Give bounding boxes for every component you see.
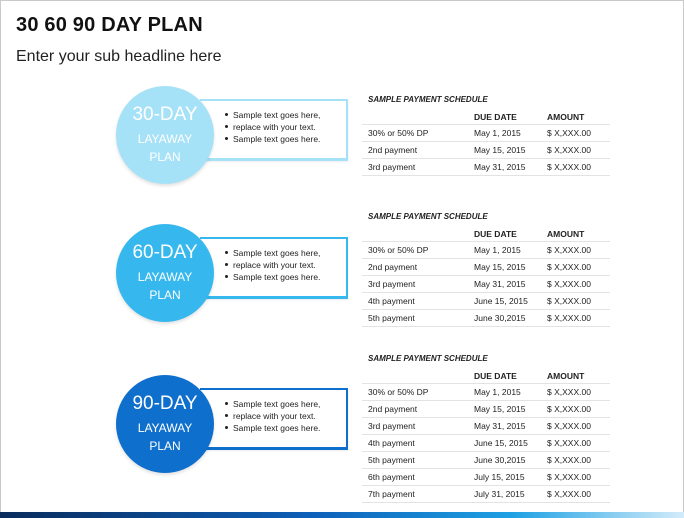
due-date: May 31, 2015: [474, 276, 547, 293]
plan-60-day: [116, 224, 351, 324]
due-date: July 31, 2015: [474, 486, 547, 503]
plan-60-circle: [116, 224, 214, 322]
plan-30-circle: [116, 86, 214, 184]
bottom-accent-band: [0, 512, 684, 518]
table-row: [362, 142, 610, 159]
due-date: June 15, 2015: [474, 293, 547, 310]
bullet-item: replace with your text.: [225, 410, 320, 422]
bullet-item: Sample text goes here.: [225, 422, 320, 434]
table-row: [362, 276, 610, 293]
amount: $ X,XXX.00: [547, 418, 610, 435]
due-date: June 30,2015: [474, 452, 547, 469]
payment-label: 4th payment: [362, 293, 474, 310]
schedule-heading: SAMPLE PAYMENT SCHEDULE: [368, 95, 488, 104]
table-header-row: [362, 226, 610, 242]
bullet-item: Sample text goes here.: [225, 133, 320, 145]
amount: $ X,XXX.00: [547, 159, 610, 176]
payment-label: 3rd payment: [362, 418, 474, 435]
column-header: [362, 368, 474, 384]
plan-60-label-line1: LAYAWAY: [137, 270, 193, 284]
table-row: [362, 310, 610, 327]
amount: $ X,XXX.00: [547, 486, 610, 503]
table-row: [362, 418, 610, 435]
table-row: [362, 293, 610, 310]
schedule-table: [362, 368, 610, 503]
bullet-item: replace with your text.: [225, 121, 320, 133]
table-row: [362, 159, 610, 176]
amount: $ X,XXX.00: [547, 435, 610, 452]
plan-90-label-line1: LAYAWAY: [137, 421, 193, 435]
payment-label: 2nd payment: [362, 259, 474, 276]
due-date: May 1, 2015: [474, 242, 547, 259]
schedule-table: [362, 226, 610, 327]
amount: $ X,XXX.00: [547, 242, 610, 259]
plan-30-day: [116, 86, 351, 186]
due-date: May 15, 2015: [474, 142, 547, 159]
due-date: May 1, 2015: [474, 125, 547, 142]
amount: $ X,XXX.00: [547, 452, 610, 469]
plan-60-text-box: [200, 237, 348, 299]
plan-30-text-box: [200, 99, 348, 161]
due-date: May 15, 2015: [474, 259, 547, 276]
table-row: [362, 435, 610, 452]
due-date: June 30,2015: [474, 310, 547, 327]
schedule-table: [362, 109, 610, 176]
payment-schedule-30: [362, 95, 610, 176]
amount: $ X,XXX.00: [547, 469, 610, 486]
amount: $ X,XXX.00: [547, 259, 610, 276]
payment-schedule-90: [362, 354, 610, 503]
column-header-due-date: DUE DATE: [474, 109, 547, 125]
plan-30-bullets: [225, 109, 320, 145]
amount: $ X,XXX.00: [547, 384, 610, 401]
table-row: [362, 452, 610, 469]
plan-30-label-line2: PLAN: [149, 150, 181, 164]
column-header: [362, 109, 474, 125]
table-row: [362, 125, 610, 142]
table-row: [362, 401, 610, 418]
column-header: [362, 226, 474, 242]
due-date: July 15, 2015: [474, 469, 547, 486]
bullet-item: Sample text goes here,: [225, 398, 320, 410]
amount: $ X,XXX.00: [547, 293, 610, 310]
due-date: May 31, 2015: [474, 418, 547, 435]
column-header-amount: AMOUNT: [547, 109, 610, 125]
table-row: [362, 469, 610, 486]
payment-label: 30% or 50% DP: [362, 242, 474, 259]
due-date: June 15, 2015: [474, 435, 547, 452]
payment-label: 3rd payment: [362, 276, 474, 293]
table-header-row: [362, 368, 610, 384]
payment-label: 6th payment: [362, 469, 474, 486]
bullet-item: Sample text goes here,: [225, 247, 320, 259]
plan-60-bullets: [225, 247, 320, 283]
due-date: May 15, 2015: [474, 401, 547, 418]
payment-label: 5th payment: [362, 452, 474, 469]
amount: $ X,XXX.00: [547, 401, 610, 418]
bullet-item: Sample text goes here.: [225, 271, 320, 283]
amount: $ X,XXX.00: [547, 142, 610, 159]
column-header-amount: AMOUNT: [547, 368, 610, 384]
due-date: May 1, 2015: [474, 384, 547, 401]
amount: $ X,XXX.00: [547, 276, 610, 293]
bullet-item: Sample text goes here,: [225, 109, 320, 121]
table-row: [362, 384, 610, 401]
payment-schedule-60: [362, 212, 610, 327]
page-title: 30 60 90 DAY PLAN: [16, 14, 203, 36]
payment-label: 30% or 50% DP: [362, 125, 474, 142]
payment-label: 4th payment: [362, 435, 474, 452]
plan-60-title: 60-DAY: [132, 242, 198, 263]
table-header-row: [362, 109, 610, 125]
plan-30-label-line1: LAYAWAY: [137, 132, 193, 146]
payment-label: 3rd payment: [362, 159, 474, 176]
plan-90-circle: [116, 375, 214, 473]
table-row: [362, 259, 610, 276]
plan-90-day: [116, 375, 351, 475]
payment-label: 2nd payment: [362, 401, 474, 418]
table-row: [362, 242, 610, 259]
plan-90-bullets: [225, 398, 320, 434]
payment-label: 5th payment: [362, 310, 474, 327]
table-row: [362, 486, 610, 503]
schedule-heading: SAMPLE PAYMENT SCHEDULE: [368, 354, 488, 363]
due-date: May 31, 2015: [474, 159, 547, 176]
payment-label: 30% or 50% DP: [362, 384, 474, 401]
payment-label: 7th payment: [362, 486, 474, 503]
bullet-item: replace with your text.: [225, 259, 320, 271]
plan-90-text-box: [200, 388, 348, 450]
schedule-heading: SAMPLE PAYMENT SCHEDULE: [368, 212, 488, 221]
column-header-due-date: DUE DATE: [474, 368, 547, 384]
payment-label: 2nd payment: [362, 142, 474, 159]
plan-60-label-line2: PLAN: [149, 288, 181, 302]
plan-30-title: 30-DAY: [132, 104, 198, 125]
amount: $ X,XXX.00: [547, 310, 610, 327]
plan-90-title: 90-DAY: [132, 393, 198, 414]
page-subtitle: Enter your sub headline here: [16, 48, 222, 65]
amount: $ X,XXX.00: [547, 125, 610, 142]
plan-90-label-line2: PLAN: [149, 439, 181, 453]
column-header-due-date: DUE DATE: [474, 226, 547, 242]
column-header-amount: AMOUNT: [547, 226, 610, 242]
